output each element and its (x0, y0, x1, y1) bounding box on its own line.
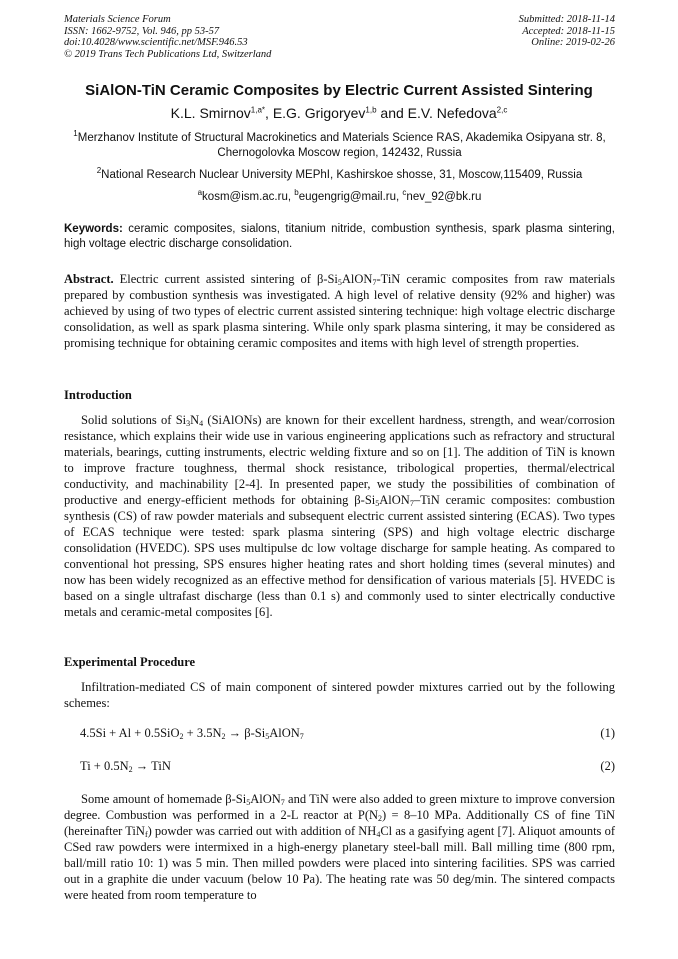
author-name: K.L. Smirnov (170, 105, 251, 121)
affiliation-sup: 2 (96, 166, 102, 176)
affiliation-1 (64, 131, 615, 161)
affiliation-text: National Research Nuclear University MEPhI, Kashirskoe shosse, 31, Moscow,115409, Russia (101, 169, 583, 181)
text-run: N (190, 413, 200, 427)
equation-text: → TiN (132, 759, 171, 773)
subscript: 5 (375, 499, 380, 508)
email-link: eugengrig@mail.ru, (298, 191, 403, 203)
affiliation-text: Merzhanov Institute of Structural Macrokinetics and Materials Science RAS, Akademika Osipyana str. 8, Chernogolovka Moscow region, 142432, Russia (77, 132, 606, 159)
subscript: 7 (299, 732, 304, 741)
equation-1 (80, 726, 615, 741)
text-run: ) powder was carried out with addition of NH (147, 824, 377, 838)
affiliation-2 (64, 168, 615, 183)
subscript: 7 (409, 499, 414, 508)
subscript: 7 (372, 278, 377, 287)
journal-name: Materials Science Forum (64, 14, 171, 25)
email-link: kosm@ism.ac.ru, (202, 191, 295, 203)
subscript: 2 (221, 732, 226, 741)
author-name: E.V. Nefedova (407, 105, 497, 121)
abstract-label: Abstract. (64, 272, 114, 286)
author-separator: , (265, 105, 273, 121)
subscript: 7 (280, 798, 285, 807)
subscript: 2 (179, 732, 184, 741)
subscript: 5 (337, 278, 342, 287)
keywords-block (64, 222, 615, 252)
journal-header-left (64, 14, 271, 60)
text-run: (SiAlONs) are known for their excellent hardness, strength, and wear/corrosion resistance, which explains their wide use in various engineering applications such as refractory and structural materials, bearings, cutting instruments, electric welding fixture and so on [1]. The addition of TiN is known to improve fracture toughness, thermal shock resistance, tribological properties, thermal/electrical conductivity, and machinability [2-4]. In presented paper, we study the possibilities of combination of productive and energy-efficient methods for obtaining β-Si (64, 413, 615, 507)
text-run: Electric current assisted sintering of β-Si (113, 272, 338, 286)
keywords-label: Keywords: (64, 223, 123, 235)
submitted-date: Submitted: 2018-11-14 (518, 14, 615, 25)
email-sup: a (197, 188, 203, 198)
subscript: 4 (376, 830, 381, 839)
journal-issn: ISSN: 1662-9752, Vol. 946, pp 53-57 (64, 25, 220, 37)
text-run: Cl as a gasifying agent [7]. Aliquot amounts of CSed raw powders were intermixed in a high-energy planetary steel-ball mill. Ball milling time (800 rpm, ball/mill ratio 10: 1) was 5 min. Then milled powders were placed into sintering facilities. SPS was carried out in a graphite die under vacuum (below 10 Pa). The heating rate was 50 deg/min. The sintered compacts were heated from room temperature to (64, 824, 615, 902)
email-sup: b (294, 188, 299, 198)
email-link: nev_92@bk.ru (406, 191, 482, 203)
equation-number: (1) (600, 726, 615, 740)
text-run: and TiN were also added to green mixture to improve conversion degree. Combustion was performed in a 2-L reactor at P(N (64, 792, 616, 822)
author-emails (64, 190, 615, 205)
experimental-paragraph (64, 791, 615, 903)
subscript: 4 (199, 419, 204, 428)
online-date: Online: 2019-02-26 (531, 37, 615, 48)
journal-header-right (519, 14, 615, 49)
text-run: Solid solutions of Si (81, 413, 187, 427)
accepted-date: Accepted: 2018-11-15 (522, 25, 615, 37)
equation-2 (80, 759, 615, 774)
author-sup: 1,a* (250, 105, 266, 115)
text-run: ) = 8–10 MPa. Additionally CS of fine TiN (hereinafter TiN (64, 808, 615, 838)
equation-text: Ti + 0.5N (80, 759, 129, 773)
author-separator: and (376, 105, 408, 121)
author-sup: 2,c (496, 105, 508, 115)
paper-title: SiAlON-TiN Ceramic Composites by Electric Current Assisted Sintering (85, 82, 593, 99)
keywords-text: ceramic composites, sialons, titanium nitride, combustion synthesis, spark plasma sintering, high voltage electric discharge consolidation. (64, 223, 615, 250)
affiliation-sup: 1 (73, 129, 78, 139)
journal-copyright: © 2019 Trans Tech Publications Ltd, Switzerland (64, 48, 272, 60)
text-run: AlON (341, 272, 373, 286)
text-run: AlON (250, 792, 281, 806)
text-run: AlON (379, 493, 410, 507)
subscript: f (144, 830, 148, 839)
text-run: –TiN ceramic composites: combustion synthesis (CS) of raw powder materials and subsequent electric current assisted sintering (ECAS). Two types of ECAS technique were tested: spark plasma sintering (SPS) and high voltage electric discharge consolidation (HVEDC). SPS uses multipulse dc low voltage discharge for sample heating. As compared to conventional hot pressing, SPS ensures higher heating rates and short holding times (several minutes) and now has been widely recognized as an effective method for densification of various materials [5]. HVEDC is based on a single ultrafast discharge (less than 0.1 s) and commonly used to sinter electrically conductive metals and ceramic-metal composites [6]. (64, 493, 615, 619)
author-name: E.G. Grigoryev (272, 105, 366, 121)
abstract-block (64, 271, 615, 351)
equation-number: (2) (600, 759, 615, 773)
subscript: 2 (378, 814, 383, 823)
subscript: 2 (128, 765, 133, 774)
text-run: Some amount of homemade β-Si (81, 792, 247, 806)
author-list (0, 105, 678, 121)
equation-text: → β-Si (225, 726, 266, 740)
subscript: 5 (265, 732, 270, 741)
equation-text: AlON (269, 726, 300, 740)
introduction-paragraph (64, 412, 615, 620)
experimental-intro-paragraph: Infiltration-mediated CS of main component of sintered powder mixtures carried out by the following schemes: (64, 680, 615, 710)
author-sup: 1,b (365, 105, 377, 115)
equation-text: + 3.5N (183, 726, 222, 740)
email-sup: c (402, 188, 407, 198)
section-heading-introduction: Introduction (64, 388, 132, 402)
subscript: 3 (186, 419, 191, 428)
section-heading-experimental: Experimental Procedure (64, 655, 196, 669)
equation-text: 4.5Si + Al + 0.5SiO (80, 726, 180, 740)
journal-doi: doi:10.4028/www.scientific.net/MSF.946.53 (64, 37, 248, 48)
text-run: -TiN ceramic composites from raw materials prepared by combustion synthesis was investigated. A high level of relative density (92% and higher) was achieved by using of two types of electric current assisted sintering technique: high voltage electric discharge consolidation, as well as spark plasma sintering. While only spark plasma sintering, it may be considered as promising technique for obtaining ceramic composites and items with high level of strength properties. (64, 272, 615, 350)
subscript: 5 (246, 798, 251, 807)
